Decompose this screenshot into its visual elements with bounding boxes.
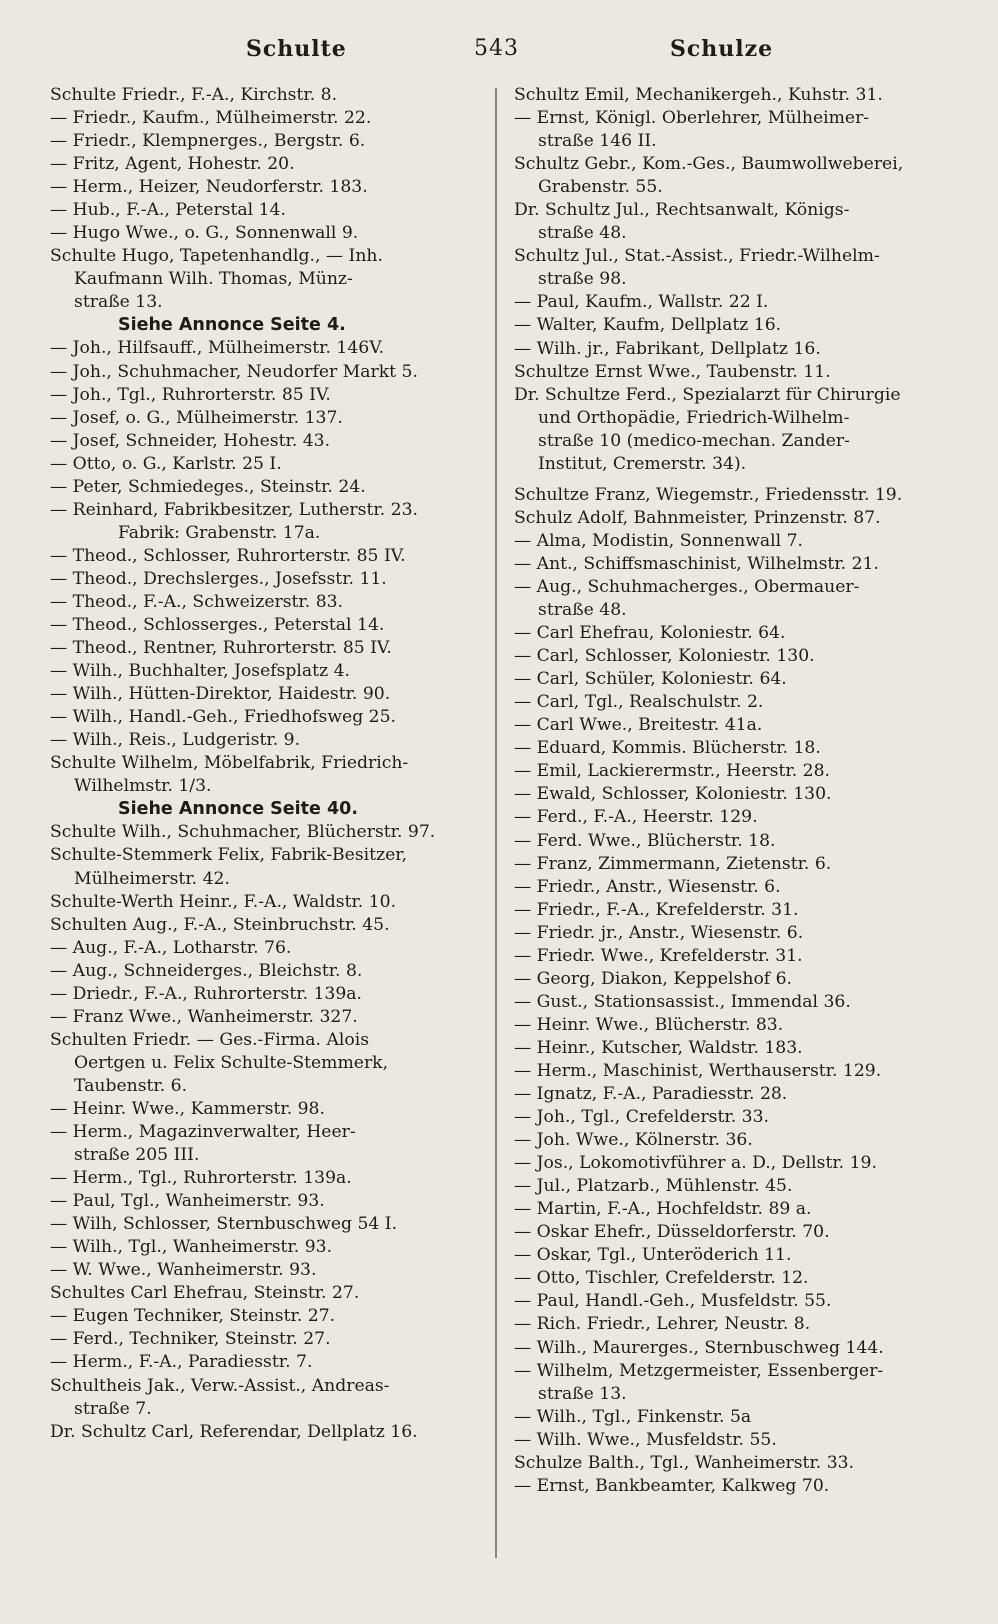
directory-entry: — Ernst, Bankbeamter, Kalkweg 70.: [514, 1475, 830, 1496]
directory-entry: Oertgen u. Felix Schulte-Stemmerk,: [74, 1052, 389, 1073]
page-number: 543: [474, 36, 519, 61]
directory-entry: — Paul, Kaufm., Wallstr. 22 I.: [514, 292, 769, 313]
directory-entry: — Friedr., Kaufm., Mülheimerstr. 22.: [50, 108, 372, 129]
directory-entry: — Eugen Techniker, Steinstr. 27.: [50, 1306, 336, 1327]
directory-entry: — Otto, Tischler, Crefelderstr. 12.: [514, 1268, 809, 1289]
directory-entry: straße 205 III.: [74, 1145, 200, 1166]
directory-entry: straße 7.: [74, 1398, 152, 1419]
directory-entry: Schulte-Werth Heinr., F.-A., Waldstr. 10.: [50, 891, 397, 912]
directory-entry: straße 48.: [538, 600, 627, 621]
directory-entry: Dr. Schultz Carl, Referendar, Dellplatz 16.: [50, 1421, 418, 1442]
directory-entry: — Friedr. jr., Anstr., Wiesenstr. 6.: [514, 922, 804, 943]
directory-entry: — Joh. Wwe., Kölnerstr. 36.: [514, 1130, 753, 1151]
directory-entry: — Ewald, Schlosser, Koloniestr. 130.: [514, 784, 832, 805]
directory-entry: — Georg, Diakon, Keppelshof 6.: [514, 968, 793, 989]
directory-entry: — Ignatz, F.-A., Paradiesstr. 28.: [514, 1084, 788, 1105]
directory-entry: — Paul, Handl.-Geh., Musfeldstr. 55.: [514, 1291, 832, 1312]
directory-entry: — Herm., Magazinverwalter, Heer-: [50, 1122, 356, 1143]
left-column: [50, 84, 488, 1444]
directory-entry: — Heinr. Wwe., Kammerstr. 98.: [50, 1098, 325, 1119]
directory-entry: — Ant., Schiffsmaschinist, Wilhelmstr. 21.: [514, 553, 879, 574]
running-head-right: Schulze: [670, 36, 774, 62]
directory-entry: — Friedr. Wwe., Krefelderstr. 31.: [514, 945, 803, 966]
directory-entry: — Hub., F.-A., Peterstal 14.: [50, 200, 286, 221]
directory-entry: Fabrik: Grabenstr. 17a.: [118, 522, 321, 543]
directory-entry: — Herm., Tgl., Ruhrorterstr. 139a.: [50, 1168, 352, 1189]
directory-entry: — Otto, o. G., Karlstr. 25 I.: [50, 453, 282, 474]
directory-entry: — Alma, Modistin, Sonnenwall 7.: [514, 530, 804, 551]
directory-entry: — Wilh., Handl.-Geh., Friedhofsweg 25.: [50, 707, 396, 728]
directory-entry: — Wilh., Hütten-Direktor, Haidestr. 90.: [50, 684, 391, 705]
directory-entry: — Theod., F.-A., Schweizerstr. 83.: [50, 591, 344, 612]
directory-entry: — Friedr., Klempnerges., Bergstr. 6.: [50, 131, 366, 152]
directory-entry: Schulten Friedr. — Ges.-Firma. Alois: [50, 1029, 370, 1050]
directory-entry: Schulten Aug., F.-A., Steinbruchstr. 45.: [50, 914, 390, 935]
directory-entry: Mülheimerstr. 42.: [74, 868, 230, 889]
directory-entry: — Theod., Rentner, Ruhrorterstr. 85 IV.: [50, 638, 392, 659]
directory-entry: — Franz, Zimmermann, Zietenstr. 6.: [514, 853, 832, 874]
directory-entry: Schultheis Jak., Verw.-Assist., Andreas-: [50, 1375, 390, 1396]
directory-entry: — Wilh, Schlosser, Sternbuschweg 54 I.: [50, 1214, 398, 1235]
directory-entry: — Oskar Ehefr., Düsseldorferstr. 70.: [514, 1222, 830, 1243]
directory-entry: Schulte Wilhelm, Möbelfabrik, Friedrich-: [50, 753, 409, 774]
directory-entry: — Friedr., Anstr., Wiesenstr. 6.: [514, 876, 781, 897]
directory-entry: Grabenstr. 55.: [538, 177, 663, 198]
directory-entry: — Ferd., F.-A., Heerstr. 129.: [514, 807, 758, 828]
directory-entry: — Walter, Kaufm, Dellplatz 16.: [514, 315, 782, 336]
directory-entry: — Joh., Hilfsauff., Mülheimerstr. 146V.: [50, 338, 385, 359]
directory-entry: — Herm., Heizer, Neudorferstr. 183.: [50, 177, 368, 198]
directory-entry: — Hugo Wwe., o. G., Sonnenwall 9.: [50, 223, 359, 244]
directory-entry: Kaufmann Wilh. Thomas, Münz-: [74, 269, 353, 290]
directory-entry: — Jul., Platzarb., Mühlenstr. 45.: [514, 1176, 793, 1197]
directory-entry: Wilhelmstr. 1/3.: [74, 776, 212, 797]
directory-entry: straße 10 (medico-mechan. Zander-: [538, 430, 850, 451]
directory-entry: — Ferd. Wwe., Blücherstr. 18.: [514, 830, 776, 851]
right-column: [514, 84, 952, 1498]
directory-entry: straße 13.: [538, 1383, 627, 1404]
directory-entry: straße 98.: [538, 269, 627, 290]
directory-entry: — Wilh. Wwe., Musfeldstr. 55.: [514, 1429, 777, 1450]
directory-entry: Schulte-Stemmerk Felix, Fabrik-Besitzer,: [50, 845, 408, 866]
directory-entry: Schultze Ernst Wwe., Taubenstr. 11.: [514, 361, 831, 382]
directory-entry: — Joh., Schuhmacher, Neudorfer Markt 5.: [50, 361, 418, 382]
directory-entry: — Martin, F.-A., Hochfeldstr. 89 a.: [514, 1199, 812, 1220]
directory-entry: — Carl, Schüler, Koloniestr. 64.: [514, 669, 787, 690]
directory-entry: — Carl Ehefrau, Koloniestr. 64.: [514, 623, 786, 644]
directory-entry: — Eduard, Kommis. Blücherstr. 18.: [514, 738, 821, 759]
directory-entry: — Theod., Schlosser, Ruhrorterstr. 85 IV.: [50, 545, 406, 566]
directory-entry: — Carl, Tgl., Realschulstr. 2.: [514, 692, 764, 713]
directory-entry: — Aug., Schneiderges., Bleichstr. 8.: [50, 960, 363, 981]
directory-entry: — Wilh. jr., Fabrikant, Dellplatz 16.: [514, 338, 821, 359]
directory-entry: — Carl Wwe., Breitestr. 41a.: [514, 715, 763, 736]
directory-entry: — W. Wwe., Wanheimerstr. 93.: [50, 1260, 317, 1281]
directory-entry: Schulz Adolf, Bahnmeister, Prinzenstr. 87.: [514, 507, 881, 528]
directory-entry: — Heinr. Wwe., Blücherstr. 83.: [514, 1014, 784, 1035]
directory-entry: — Ernst, Königl. Oberlehrer, Mülheimer-: [514, 108, 870, 129]
column-divider: [495, 88, 497, 1558]
directory-entry: — Heinr., Kutscher, Waldstr. 183.: [514, 1037, 803, 1058]
directory-entry: — Fritz, Agent, Hohestr. 20.: [50, 154, 295, 175]
directory-entry: Schultz Emil, Mechanikergeh., Kuhstr. 31.: [514, 85, 883, 105]
directory-entry: Schultz Gebr., Kom.-Ges., Baumwollweberei,: [514, 154, 904, 175]
directory-entry: — Peter, Schmiedeges., Steinstr. 24.: [50, 476, 366, 497]
directory-entry: — Wilh., Maurerges., Sternbuschweg 144.: [514, 1337, 884, 1358]
directory-entry: — Theod., Schlosserges., Peterstal 14.: [50, 615, 385, 636]
directory-entry: — Wilh., Tgl., Finkenstr. 5a: [514, 1406, 752, 1427]
directory-entry: — Aug., Schuhmacherges., Obermauer-: [514, 576, 860, 597]
directory-entry: Schultes Carl Ehefrau, Steinstr. 27.: [50, 1283, 360, 1304]
directory-entry: straße 146 II.: [538, 131, 657, 152]
running-head-left: Schulte: [246, 36, 347, 62]
directory-entry: Dr. Schultze Ferd., Spezialarzt für Chirurgie: [514, 384, 901, 405]
directory-entry: — Friedr., F.-A., Krefelderstr. 31.: [514, 899, 799, 920]
directory-entry: Schulte Hugo, Tapetenhandlg., — Inh.: [50, 246, 383, 267]
directory-entry: — Josef, o. G., Mülheimerstr. 137.: [50, 407, 343, 428]
directory-entry: — Rich. Friedr., Lehrer, Neustr. 8.: [514, 1314, 811, 1335]
directory-entry: — Paul, Tgl., Wanheimerstr. 93.: [50, 1191, 325, 1212]
directory-entry: — Theod., Drechslerges., Josefsstr. 11.: [50, 568, 387, 589]
directory-entry: Dr. Schultz Jul., Rechtsanwalt, Königs-: [514, 200, 850, 221]
directory-entry: Institut, Cremerstr. 34).: [538, 453, 747, 474]
directory-entry: Schulze Balth., Tgl., Wanheimerstr. 33.: [514, 1452, 855, 1473]
directory-entry: und Orthopädie, Friedrich-Wilhelm-: [538, 407, 850, 428]
directory-entry: — Aug., F.-A., Lotharstr. 76.: [50, 937, 292, 958]
directory-entry: — Wilhelm, Metzgermeister, Essenberger-: [514, 1360, 884, 1381]
directory-entry: — Joh., Tgl., Crefelderstr. 33.: [514, 1107, 769, 1128]
directory-entry: — Josef, Schneider, Hohestr. 43.: [50, 430, 331, 451]
directory-entry: — Gust., Stationsassist., Immendal 36.: [514, 991, 851, 1012]
directory-entry: — Herm., Maschinist, Werthauserstr. 129.: [514, 1060, 882, 1081]
advertisement-reference: Siehe Annonce Seite 40.: [118, 799, 358, 820]
directory-entry: — Wilh., Tgl., Wanheimerstr. 93.: [50, 1237, 333, 1258]
directory-entry: Schulte Wilh., Schuhmacher, Blücherstr. 97.: [50, 822, 436, 843]
directory-entry: Schulte Friedr., F.-A., Kirchstr. 8.: [50, 85, 338, 105]
directory-entry: Schultze Franz, Wiegemstr., Friedensstr. 19.: [514, 484, 903, 505]
directory-entry: — Franz Wwe., Wanheimerstr. 327.: [50, 1006, 358, 1027]
directory-entry: — Driedr., F.-A., Ruhrorterstr. 139a.: [50, 983, 363, 1004]
directory-entry: Schultz Jul., Stat.-Assist., Friedr.-Wilhelm-: [514, 246, 880, 267]
directory-entry: — Oskar, Tgl., Unteröderich 11.: [514, 1245, 792, 1266]
directory-entry: straße 13.: [74, 292, 163, 313]
directory-entry: Taubenstr. 6.: [74, 1075, 188, 1096]
directory-entry: — Ferd., Techniker, Steinstr. 27.: [50, 1329, 331, 1350]
directory-entry: — Reinhard, Fabrikbesitzer, Lutherstr. 23.: [50, 499, 418, 520]
directory-entry: — Wilh., Buchhalter, Josefsplatz 4.: [50, 661, 350, 682]
directory-entry: — Wilh., Reis., Ludgeristr. 9.: [50, 730, 301, 751]
directory-entry: — Joh., Tgl., Ruhrorterstr. 85 IV.: [50, 384, 331, 405]
directory-entry: — Carl, Schlosser, Koloniestr. 130.: [514, 646, 815, 667]
directory-entry: — Emil, Lackierermstr., Heerstr. 28.: [514, 761, 830, 782]
advertisement-reference: Siehe Annonce Seite 4.: [118, 315, 346, 336]
directory-entry: — Herm., F.-A., Paradiesstr. 7.: [50, 1352, 313, 1373]
directory-entry: straße 48.: [538, 223, 627, 244]
directory-entry: — Jos., Lokomotivführer a. D., Dellstr. 19.: [514, 1153, 877, 1174]
